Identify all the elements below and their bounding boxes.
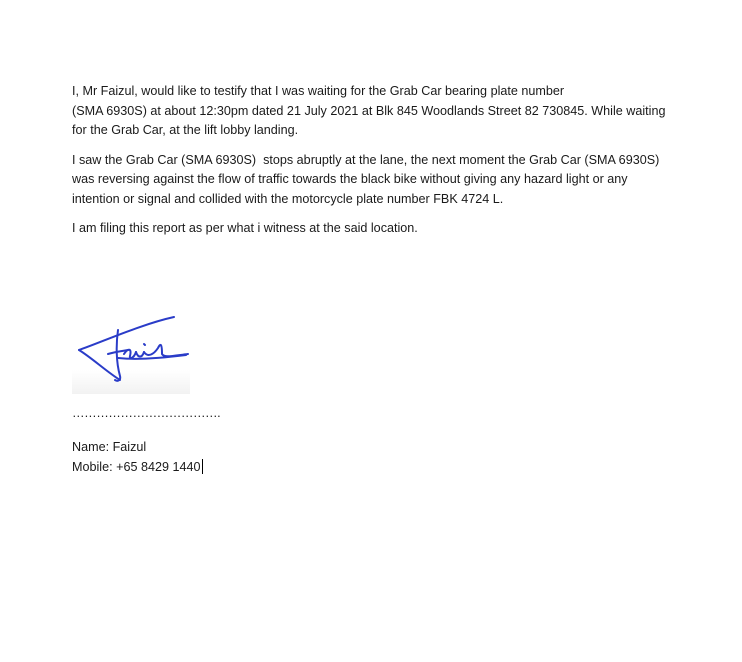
signature-scribble <box>72 314 190 394</box>
text-cursor <box>202 459 203 474</box>
statement-paragraph-1[interactable]: I, Mr Faizul, would like to testify that I was waiting for the Grab Car bearing plate number (SMA 6930S) at about 12:30pm dated 21 July 2021 at Blk 845 Woodlands Street 82 730845. While waiting for the Grab Car, at the lift lobby landing. <box>72 84 666 137</box>
signatory-mobile-row[interactable] <box>72 458 203 478</box>
statement-paragraph-3[interactable]: I am filing this report as per what i witness at the said location. <box>72 221 418 235</box>
signatory-details <box>72 438 203 477</box>
signature-line: ………………………………. <box>72 406 221 420</box>
statement-paragraph-2[interactable]: I saw the Grab Car (SMA 6930S) stops abruptly at the lane, the next moment the Grab Car (SMA 6930S) was reversing against the flow of traffic towards the black bike without giving any hazard light or any intention or signal and collided with the motorcycle plate number FBK 4724 L. <box>72 152 663 206</box>
signatory-mobile[interactable]: Mobile: +65 8429 1440 <box>72 459 201 474</box>
statement-body <box>72 82 672 249</box>
signature-image <box>72 314 190 394</box>
signatory-name[interactable]: Name: Faizul <box>72 440 147 454</box>
